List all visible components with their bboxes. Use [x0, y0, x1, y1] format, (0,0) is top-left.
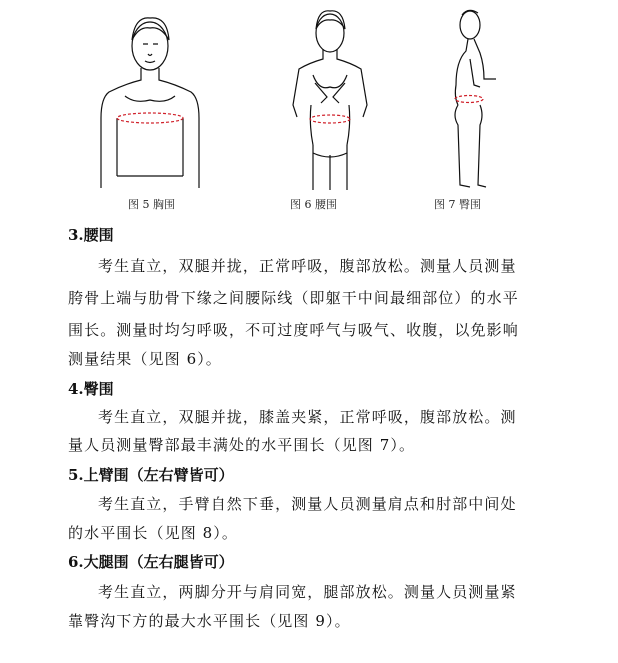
section-thigh-line-1: 考生直立，两脚分开与肩同宽，腿部放松。测量人员测量紧 [98, 583, 517, 601]
section-waist-line-1: 考生直立，双腿并拢，正常呼吸，腹部放松。测量人员测量 [98, 257, 517, 275]
chest-measure-illustration [95, 8, 205, 188]
section-waist-line-3: 围长。测量时均匀呼吸，不可过度呼气与吸气、收腹，以免影响 [68, 321, 519, 339]
section-upper-arm-heading: 5.上臂围（左右臂皆可） [68, 466, 234, 484]
section-waist-line-4: 测量结果（见图 6）。 [68, 350, 222, 368]
hip-measure-illustration [440, 5, 510, 190]
figure-7-caption: 图 7 臀围 [434, 198, 481, 211]
figure-waist [285, 5, 375, 190]
section-thigh-line-2: 靠臀沟下方的最大水平围长（见图 9）。 [68, 612, 351, 630]
figure-5-caption: 图 5 胸围 [128, 198, 175, 211]
figure-6-caption: 图 6 腰围 [290, 198, 337, 211]
waist-measure-illustration [285, 5, 375, 190]
section-upper-arm-line-1: 考生直立，手臂自然下垂，测量人员测量肩点和肘部中间处 [98, 495, 517, 513]
section-waist-heading: 3.腰围 [68, 226, 114, 244]
figure-hip [440, 5, 510, 190]
figure-chest [95, 8, 205, 188]
section-upper-arm-line-2: 的水平围长（见图 8）。 [68, 524, 239, 542]
section-waist-line-2: 胯骨上端与肋骨下缘之间腰际线（即躯干中间最细部位）的水平 [68, 289, 519, 307]
section-thigh-heading: 6.大腿围（左右腿皆可） [68, 553, 234, 571]
section-hip-line-1: 考生直立，双腿并拢，膝盖夹紧，正常呼吸，腹部放松。测 [98, 408, 517, 426]
section-hip-heading: 4.臀围 [68, 380, 114, 398]
section-hip-line-2: 量人员测量臀部最丰满处的水平围长（见图 7）。 [68, 436, 416, 454]
